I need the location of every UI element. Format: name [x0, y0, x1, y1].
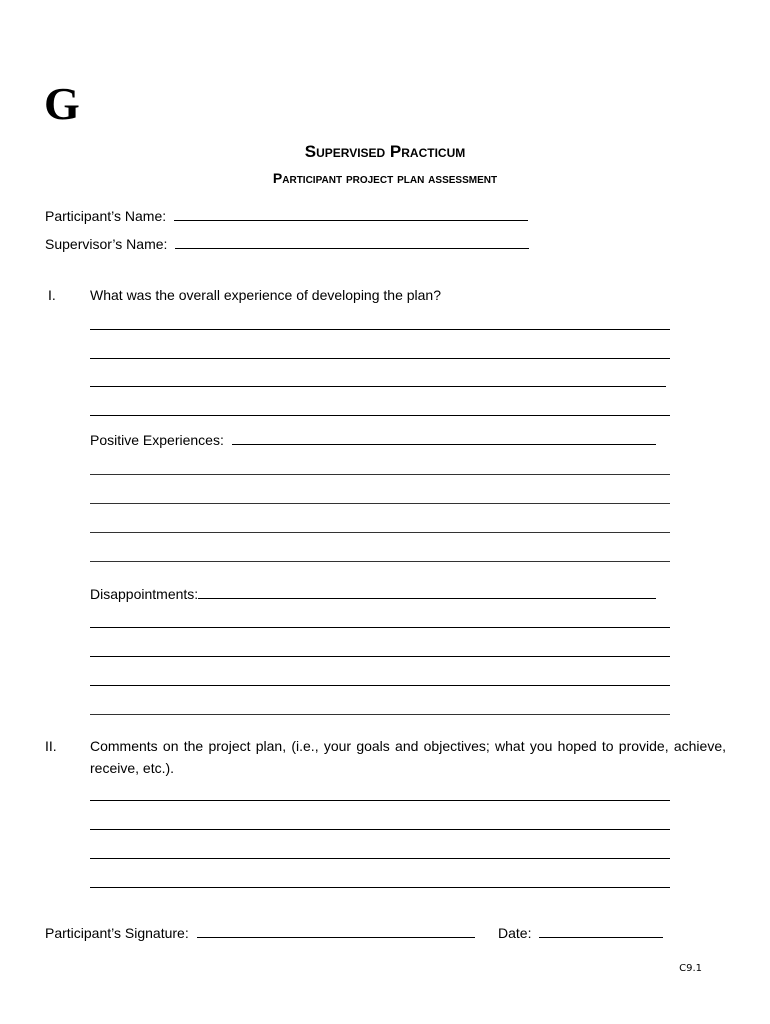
signature-row — [45, 923, 475, 942]
form-title: Supervised Practicum — [304, 142, 466, 161]
positive-line-1[interactable] — [90, 474, 670, 475]
supervisor-name-field[interactable] — [175, 234, 529, 249]
supervisor-name-row — [45, 234, 529, 253]
disappointments-line-3[interactable] — [90, 685, 670, 686]
positive-experiences-label: Positive Experiences: — [90, 432, 224, 448]
positive-line-4[interactable] — [90, 561, 670, 562]
disappointments-line-4[interactable] — [90, 714, 670, 715]
disappointments-row — [90, 584, 656, 603]
form-subtitle: Participant project plan assessment — [272, 170, 498, 186]
question-2-text: Comments on the project plan, (i.e., your goals and objectives; what you hoped to provide, achieve, receive, etc.). — [90, 738, 726, 776]
comments-line-1[interactable] — [90, 800, 670, 801]
answer-line-3[interactable] — [90, 386, 666, 387]
answer-line-4[interactable] — [90, 415, 670, 416]
question-1-number: I. — [48, 287, 56, 303]
signature-field[interactable] — [197, 923, 475, 938]
section-letter: G — [44, 78, 80, 129]
date-row — [498, 923, 663, 942]
question-2-number: II. — [45, 738, 57, 754]
comments-line-4[interactable] — [90, 887, 670, 888]
answer-line-1[interactable] — [90, 329, 670, 330]
positive-line-2[interactable] — [90, 503, 670, 504]
participant-name-row — [45, 206, 528, 225]
disappointments-label: Disappointments: — [90, 586, 199, 602]
disappointments-field[interactable] — [198, 584, 656, 599]
supervisor-name-label: Supervisor’s Name: — [45, 236, 168, 252]
comments-line-3[interactable] — [90, 858, 670, 859]
positive-line-3[interactable] — [90, 532, 670, 533]
date-label: Date: — [498, 925, 532, 941]
disappointments-line-2[interactable] — [90, 656, 670, 657]
disappointments-line-1[interactable] — [90, 627, 670, 628]
answer-line-2[interactable] — [90, 358, 670, 359]
participant-name-label: Participant’s Name: — [45, 208, 167, 224]
positive-experiences-row — [90, 430, 656, 449]
question-1-text: What was the overall experience of developing the plan? — [90, 287, 441, 303]
date-field[interactable] — [539, 923, 663, 938]
comments-line-2[interactable] — [90, 829, 670, 830]
participant-name-field[interactable] — [174, 206, 528, 221]
page-code: C9.1 — [679, 963, 702, 974]
signature-label: Participant’s Signature: — [45, 925, 189, 941]
positive-experiences-field[interactable] — [232, 430, 656, 445]
